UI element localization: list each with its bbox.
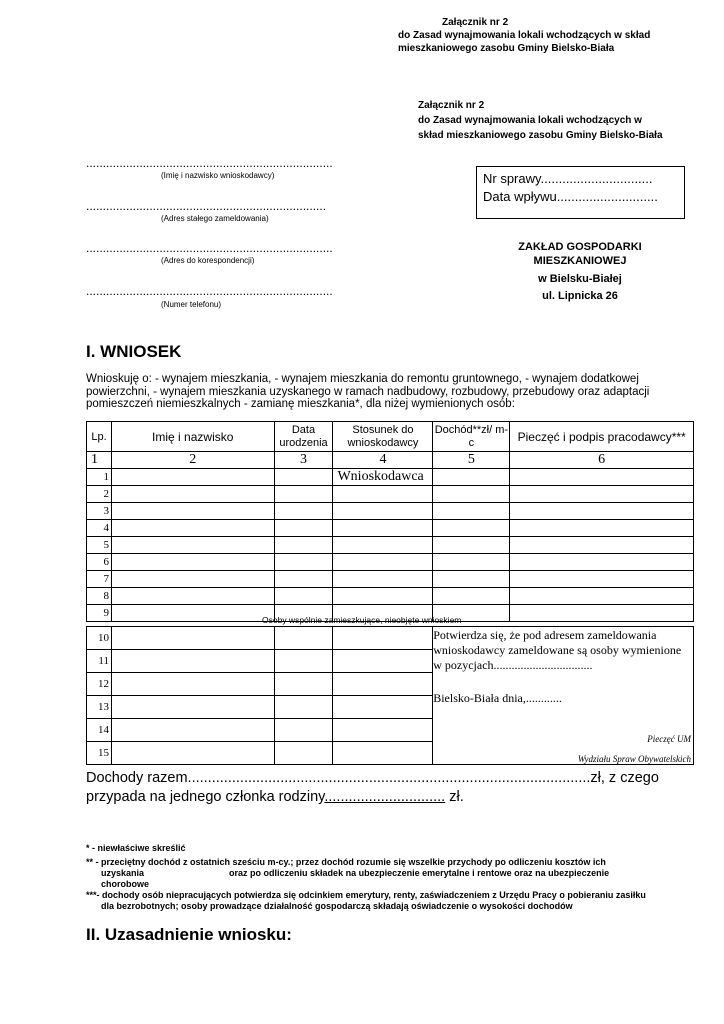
- birthdate-cell[interactable]: [274, 696, 333, 719]
- name-cell[interactable]: [111, 486, 274, 503]
- received-date-field[interactable]: Data wpływu............................: [483, 189, 658, 204]
- name-cell[interactable]: [111, 696, 274, 719]
- fill-line: ..........................................................................: [86, 241, 333, 255]
- column-number: 2: [111, 452, 274, 469]
- footnote: ** - przeciętny dochód z ostatnich sześciu m-cy.; przez dochód rozumie się wszelkie przychody po odliczeniu kosztów ich: [86, 857, 606, 867]
- birthdate-cell[interactable]: [274, 673, 333, 696]
- row-number: 5: [87, 537, 112, 554]
- row-number: 14: [87, 719, 112, 742]
- income-cell[interactable]: [433, 520, 510, 537]
- recipient-block: [475, 240, 685, 305]
- case-info-box: [476, 166, 685, 219]
- row-number: 13: [87, 696, 112, 719]
- birthdate-cell[interactable]: [274, 742, 333, 765]
- currency-suffix: zł.: [445, 789, 464, 805]
- footnotes: [86, 843, 706, 912]
- row-number: 2: [87, 486, 112, 503]
- request-line: pomieszczeń niemieszkalnych - zamianę mieszkania*, dla niżej wymienionych osób:: [86, 398, 515, 410]
- relation-cell[interactable]: [333, 696, 433, 719]
- relation-cell[interactable]: [333, 719, 433, 742]
- name-cell[interactable]: [111, 627, 274, 650]
- name-cell[interactable]: [111, 537, 274, 554]
- column-number: 3: [274, 452, 333, 469]
- office-stamp-label: Wydziału Spraw Obywatelskich: [577, 754, 691, 764]
- column-number: 6: [510, 452, 694, 469]
- header-employer-stamp: Pieczęć i podpis pracodawcy***: [510, 422, 694, 452]
- row-number: 6: [87, 554, 112, 571]
- relation-cell[interactable]: [333, 650, 433, 673]
- relation-cell[interactable]: [333, 627, 433, 650]
- fill-line: ........................................................................: [86, 199, 327, 213]
- request-line: Wnioskuję o: - wynajem mieszkania, - wynajem mieszkania do remontu gruntownego, - wynajem dodatkowej: [86, 373, 639, 385]
- confirmation-line: w pozycjach.................................: [433, 658, 593, 672]
- case-number-field[interactable]: Nr sprawy...............................: [483, 171, 653, 186]
- income-cell[interactable]: [433, 503, 510, 520]
- total-income-line[interactable]: Dochody razem....................................................................................................zł, z czego: [86, 770, 659, 786]
- row-number: 7: [87, 571, 112, 588]
- recipient-line: ZAKŁAD GOSPODARKI: [518, 241, 642, 253]
- name-cell[interactable]: [111, 719, 274, 742]
- row-number: 9: [87, 605, 112, 622]
- employer-stamp-cell[interactable]: [510, 520, 694, 537]
- section-title: I. WNIOSEK: [86, 342, 182, 361]
- employer-stamp-cell[interactable]: [510, 503, 694, 520]
- attachment-header-top: [398, 16, 698, 55]
- name-cell[interactable]: [111, 673, 274, 696]
- row-number: 1: [87, 469, 112, 486]
- field-caption: (Numer telefonu): [161, 300, 222, 309]
- income-cell[interactable]: [433, 469, 510, 486]
- birthdate-cell[interactable]: [274, 588, 333, 605]
- confirmation-place-date: Bielsko-Biała dnia,............: [433, 691, 562, 705]
- confirmation-text: [433, 627, 693, 706]
- footnote: * - niewłaściwe skreślić: [86, 843, 186, 853]
- per-person-fill: ..............................: [324, 789, 446, 805]
- name-cell[interactable]: [111, 469, 274, 486]
- per-person-label: przypada na jednego członka rodziny: [86, 789, 325, 805]
- relation-cell[interactable]: [333, 742, 433, 765]
- row-number: 15: [87, 742, 112, 765]
- employer-stamp-cell[interactable]: [510, 605, 694, 622]
- field-caption: (Adres stałego zameldowania): [161, 214, 269, 223]
- income-cell[interactable]: [433, 537, 510, 554]
- fill-line: ..........................................................................: [86, 156, 333, 170]
- table-row: [87, 537, 694, 554]
- income-cell[interactable]: [433, 571, 510, 588]
- table-row: [87, 520, 694, 537]
- name-cell[interactable]: [111, 520, 274, 537]
- recipient-line: MIESZKANIOWEJ: [533, 255, 627, 267]
- birthdate-cell[interactable]: [274, 503, 333, 520]
- row-number: 11: [87, 650, 112, 673]
- income-cell[interactable]: [433, 486, 510, 503]
- table-row: [87, 554, 694, 571]
- section-title: II. Uzasadnienie wniosku:: [86, 925, 292, 944]
- birthdate-cell[interactable]: [274, 571, 333, 588]
- name-cell[interactable]: [111, 503, 274, 520]
- attachment-number: Załącznik nr 2: [442, 17, 509, 28]
- persons-table: [86, 421, 694, 622]
- header-birthdate: Data urodzenia: [274, 422, 333, 452]
- relation-cell[interactable]: [333, 673, 433, 696]
- name-cell[interactable]: [111, 605, 274, 622]
- row-number: 8: [87, 588, 112, 605]
- relation-cell[interactable]: [333, 520, 433, 537]
- attachment-header-second: [418, 98, 718, 143]
- office-stamp-label: Pieczęć UM: [647, 734, 691, 744]
- birthdate-cell[interactable]: [274, 719, 333, 742]
- header-name: Imię i nazwisko: [111, 422, 274, 452]
- birthdate-cell[interactable]: [274, 520, 333, 537]
- table-row: [87, 486, 694, 503]
- request-text: [86, 373, 706, 411]
- name-cell[interactable]: [111, 571, 274, 588]
- cohabitants-table: [86, 626, 694, 765]
- employer-stamp-cell[interactable]: [510, 554, 694, 571]
- relation-cell[interactable]: [333, 588, 433, 605]
- employer-stamp-cell[interactable]: [510, 588, 694, 605]
- employer-stamp-cell[interactable]: [510, 571, 694, 588]
- applicant-name-field[interactable]: [86, 156, 416, 180]
- per-person-income-line[interactable]: [86, 788, 706, 807]
- request-line: powierzchni, - wynajem mieszkania uzyskanego w ramach nadbudowy, rozbudowy, przebudowy oraz adaptacji: [86, 385, 650, 398]
- birthdate-cell[interactable]: [274, 627, 333, 650]
- birthdate-cell[interactable]: [274, 554, 333, 571]
- employer-stamp-cell[interactable]: [510, 537, 694, 554]
- relation-cell[interactable]: [333, 554, 433, 571]
- relation-cell[interactable]: [333, 571, 433, 588]
- header-lp: Lp.: [87, 422, 112, 452]
- name-cell[interactable]: [111, 650, 274, 673]
- table-row: [87, 627, 694, 650]
- relation-cell[interactable]: Wnioskodawca: [333, 469, 433, 486]
- footnote: dla bezrobotnych; osoby prowadzące działalność gospodarczą składają oświadczenie o wysokości dochodów: [101, 901, 573, 911]
- footnote: ***- dochody osób niepracujących potwierdza się odcinkiem emerytury, renty, zaświadczeniem z Urzędu Pracy o pobieraniu zasiłku: [86, 890, 646, 900]
- header-relation: Stosunek do wnioskodawcy: [333, 422, 433, 452]
- relation-cell[interactable]: [333, 486, 433, 503]
- applicant-address-field[interactable]: [86, 199, 416, 223]
- column-number-row: [87, 452, 694, 469]
- attachment-desc-line: skład mieszkaniowego zasobu Gminy Bielsko-Biała: [418, 130, 663, 141]
- column-number: 5: [433, 452, 510, 469]
- employer-stamp-cell[interactable]: [510, 469, 694, 486]
- relation-cell[interactable]: [333, 537, 433, 554]
- name-cell[interactable]: [111, 742, 274, 765]
- applicant-phone-field[interactable]: [86, 284, 416, 309]
- table-row: [87, 469, 694, 486]
- field-caption: (Adres do korespondencji): [161, 256, 255, 265]
- birthdate-cell[interactable]: [274, 650, 333, 673]
- row-number: 4: [87, 520, 112, 537]
- table-header-row: [87, 422, 694, 452]
- income-cell[interactable]: [433, 588, 510, 605]
- table-row: [87, 571, 694, 588]
- attachment-desc-line: do Zasad wynajmowania lokali wchodzących w skład: [398, 30, 651, 41]
- birthdate-cell[interactable]: [274, 486, 333, 503]
- attachment-number: Załącznik nr 2: [418, 100, 485, 111]
- row-number: 10: [87, 627, 112, 650]
- employer-stamp-cell[interactable]: [510, 486, 694, 503]
- attachment-desc-line: do Zasad wynajmowania lokali wchodzących w: [418, 115, 642, 126]
- confirmation-line: Potwierdza się, że pod adresem zameldowania: [433, 628, 657, 642]
- table-row: [87, 503, 694, 520]
- birthdate-cell[interactable]: [274, 469, 333, 486]
- recipient-line: w Bielsku-Białej: [538, 273, 622, 285]
- recipient-line: ul. Lipnicka 26: [542, 290, 618, 302]
- income-cell[interactable]: [433, 554, 510, 571]
- relation-cell[interactable]: [333, 503, 433, 520]
- footnote: chorobowe: [101, 879, 150, 889]
- fill-line: ..........................................................................: [86, 284, 333, 298]
- footnote: uzyskania oraz po odliczeniu składek na ubezpieczenie emerytalne i rentowe oraz na ubezpieczenie: [101, 868, 610, 878]
- column-number: 1: [87, 452, 112, 469]
- row-number: 12: [87, 673, 112, 696]
- confirmation-line: wnioskodawcy zameldowane są osoby wymienione: [433, 643, 682, 657]
- cohabitants-caption: Osoby wspólnie zamieszkujące, nieobjęte wnioskiem: [262, 615, 462, 625]
- row-number: 3: [87, 503, 112, 520]
- birthdate-cell[interactable]: [274, 537, 333, 554]
- applicant-correspondence-field[interactable]: [86, 241, 416, 265]
- name-cell[interactable]: [111, 554, 274, 571]
- registry-confirmation-cell[interactable]: [433, 627, 694, 765]
- attachment-desc-line: mieszkaniowego zasobu Gminy Bielsko-Biała: [398, 43, 615, 54]
- income-section: [86, 769, 706, 807]
- field-caption: (Imię i nazwisko wnioskodawcy): [161, 171, 275, 180]
- header-income: Dochód**zł/ m-c: [433, 422, 510, 452]
- column-number: 4: [333, 452, 433, 469]
- name-cell[interactable]: [111, 588, 274, 605]
- table-row: [87, 588, 694, 605]
